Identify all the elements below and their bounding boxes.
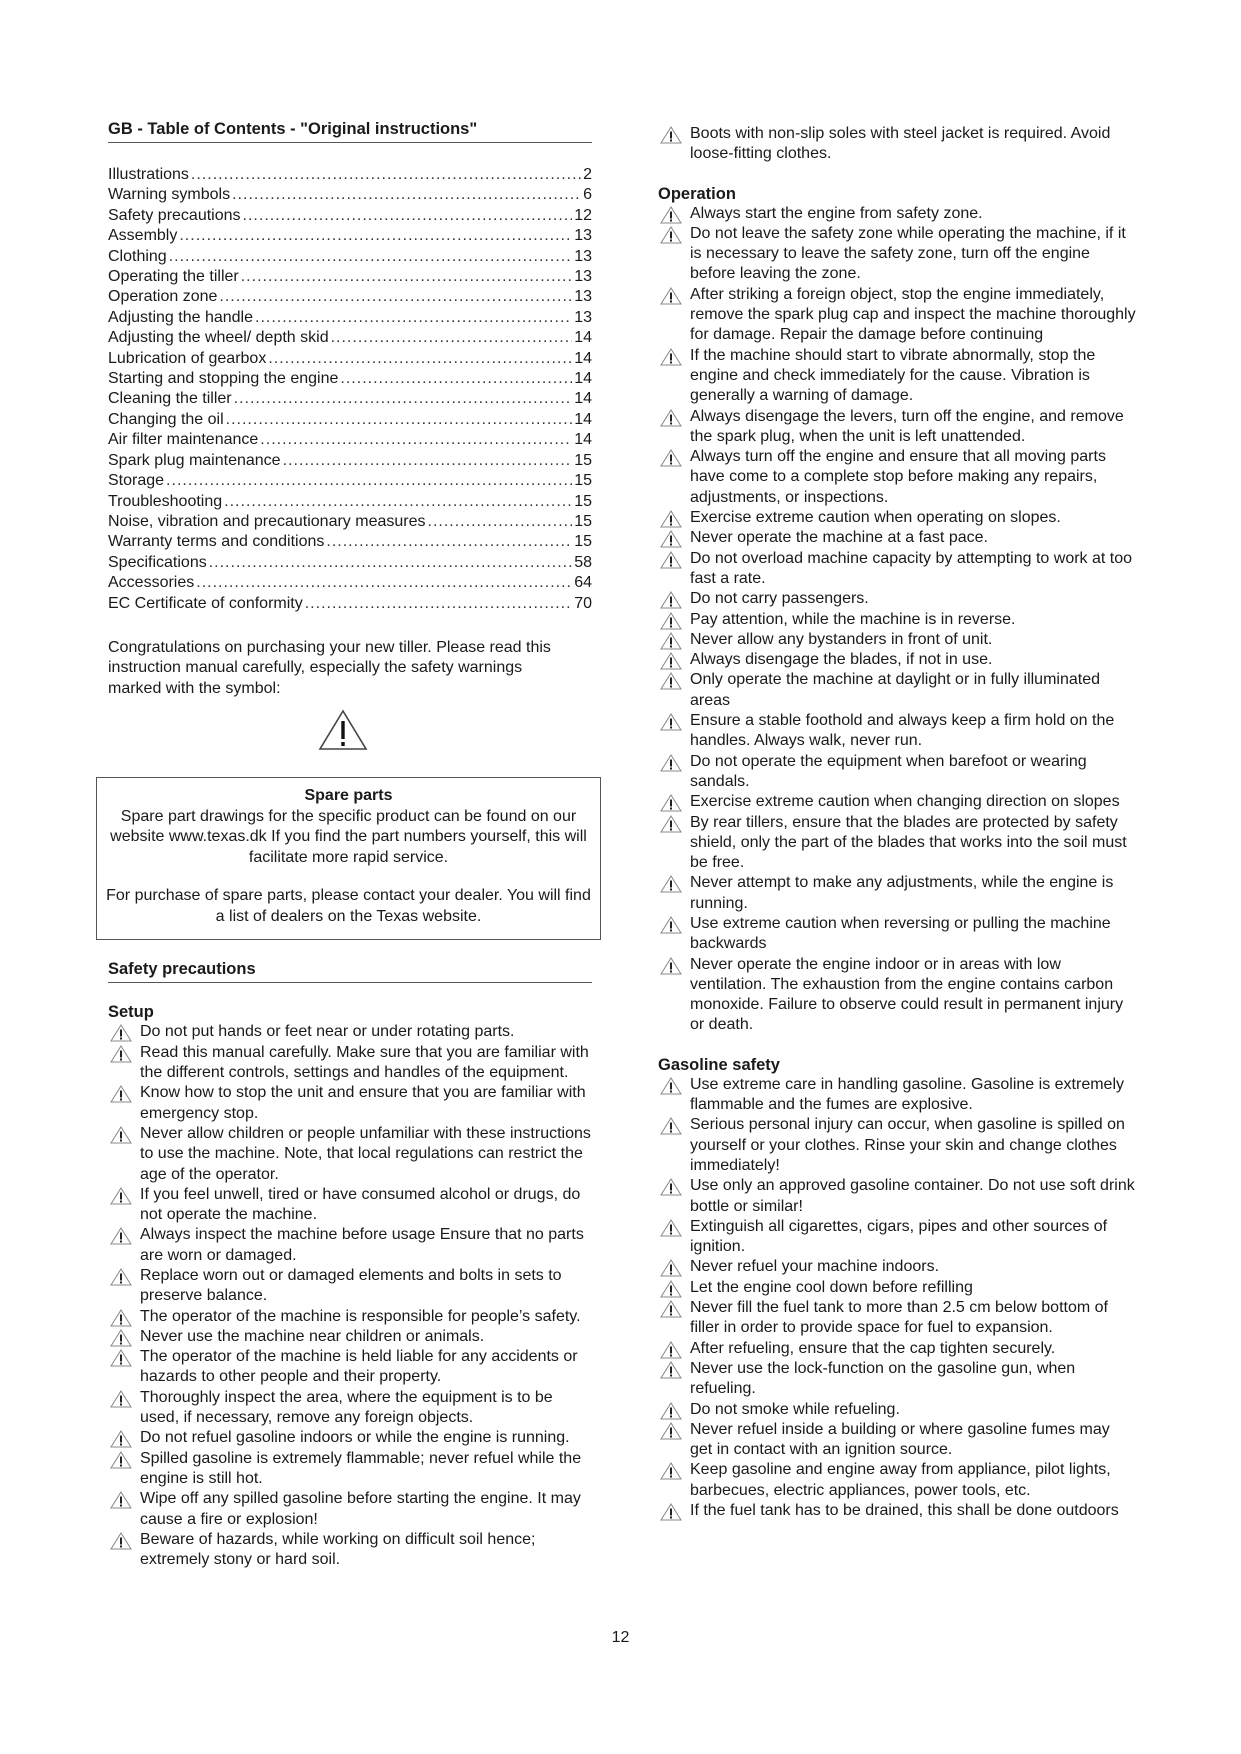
warning-item	[108, 1428, 592, 1448]
toc-entry-title: Warning symbols	[108, 186, 231, 204]
table-of-contents	[108, 165, 592, 614]
warning-item-text: Do not put hands or feet near or under rotating parts.	[140, 1023, 515, 1041]
safety-precautions-heading: Safety precautions	[108, 960, 592, 983]
warning-item-text: Exercise extreme caution when operating on slopes.	[690, 509, 1061, 527]
left-column	[108, 120, 592, 1570]
warning-triangle-icon	[660, 672, 682, 690]
warning-item	[658, 124, 1136, 165]
toc-leader-dots	[340, 369, 572, 389]
warning-item	[658, 508, 1136, 528]
warning-triangle-icon	[110, 1349, 132, 1367]
toc-entry	[108, 594, 592, 614]
toc-entry-page: 13	[574, 247, 592, 265]
toc-entry	[108, 471, 592, 491]
toc-entry-title: Lubrication of gearbox	[108, 349, 267, 367]
toc-entry-page: 14	[574, 349, 592, 367]
warning-item-text: Do not refuel gasoline indoors or while the engine is running.	[140, 1429, 570, 1447]
toc-entry	[108, 430, 592, 450]
warning-triangle-icon	[660, 1402, 682, 1420]
warning-item-text: Always disengage the levers, turn off the engine, and remove the spark plug, when the unit is left unattended.	[690, 407, 1124, 445]
toc-entry	[108, 410, 592, 430]
toc-entry-title: Clothing	[108, 247, 167, 265]
warning-triangle-icon	[660, 551, 682, 569]
toc-entry-title: Troubleshooting	[108, 492, 223, 510]
toc-entry-page: 13	[574, 308, 592, 326]
warning-item-text: Use only an approved gasoline container. Do not use soft drink bottle or similar!	[690, 1177, 1135, 1215]
warning-triangle-icon	[660, 815, 682, 833]
toc-entry-title: EC Certificate of conformity	[108, 594, 303, 612]
warning-triangle-icon	[660, 713, 682, 731]
spare-parts-text-1: Spare part drawings for the specific product can be found on our website www.texas.dk If you find the part numbers yourself, this will facilitate more rapid service.	[110, 807, 587, 866]
toc-entry-title: Starting and stopping the engine	[108, 370, 339, 388]
toc-entry	[108, 573, 592, 593]
toc-entry-title: Specifications	[108, 553, 207, 571]
toc-leader-dots	[169, 247, 573, 267]
warning-triangle-icon	[110, 1329, 132, 1347]
toc-entry	[108, 451, 592, 471]
warning-item	[108, 1489, 592, 1530]
page-number: 12	[611, 1629, 630, 1646]
warning-triangle-icon	[110, 1024, 132, 1042]
toc-leader-dots	[219, 287, 572, 307]
warning-item	[658, 1176, 1136, 1217]
warning-item-text: Thoroughly inspect the area, where the equipment is to be used, if necessary, remove any foreign objects.	[140, 1388, 553, 1427]
operation-warning-list	[658, 204, 1136, 1036]
warning-item	[108, 1124, 592, 1185]
warning-item	[658, 1400, 1136, 1420]
warning-triangle-icon	[660, 612, 682, 630]
warning-item	[658, 285, 1136, 346]
warning-item	[658, 528, 1136, 548]
toc-leader-dots	[226, 410, 573, 430]
toc-entry-page: 12	[574, 206, 592, 224]
warning-item-text: After refueling, ensure that the cap tighten securely.	[690, 1339, 1056, 1357]
warning-triangle-icon	[110, 1126, 132, 1144]
toc-entry	[108, 369, 592, 389]
warning-item	[108, 1022, 592, 1042]
toc-entry	[108, 349, 592, 369]
warning-triangle-icon	[660, 632, 682, 650]
warning-item	[108, 1388, 592, 1429]
warning-item-text: Let the engine cool down before refilling	[690, 1278, 973, 1296]
warning-item-text: Always turn off the engine and ensure that all moving parts have come to a complete stop before making any repairs, adjustments, or inspections.	[690, 448, 1106, 506]
warning-triangle-icon	[660, 1300, 682, 1318]
toc-entry	[108, 287, 592, 307]
toc-entry-title: Storage	[108, 472, 165, 490]
warning-item	[658, 1075, 1136, 1116]
warning-item-text: Replace worn out or damaged elements and bolts in sets to preserve balance.	[140, 1267, 562, 1305]
warning-triangle-icon	[110, 1268, 132, 1286]
toc-entry-page: 70	[574, 594, 592, 612]
toc-entry-title: Warranty terms and conditions	[108, 533, 325, 551]
warning-triangle-icon	[660, 226, 682, 244]
warning-item	[658, 346, 1136, 407]
warning-triangle-icon	[110, 1491, 132, 1509]
warning-triangle-icon	[660, 530, 682, 548]
warning-item-text: Use extreme care in handling gasoline. Gasoline is extremely flammable and the fumes are explosive.	[690, 1075, 1124, 1114]
warning-item-text: Always inspect the machine before usage Ensure that no parts are worn or damaged.	[140, 1226, 584, 1264]
warning-triangle-icon	[660, 1361, 682, 1379]
toc-entry-title: Changing the oil	[108, 410, 224, 428]
toc-entry	[108, 512, 592, 532]
warning-item	[108, 1327, 592, 1347]
toc-entry	[108, 553, 592, 573]
toc-entry-page: 14	[574, 431, 592, 449]
warning-item	[658, 610, 1136, 630]
gasoline-warning-list	[658, 1075, 1136, 1522]
toc-leader-dots	[241, 267, 572, 287]
warning-item	[658, 1257, 1136, 1277]
intro-paragraph: Congratulations on purchasing your new tiller. Please read this instruction manual carefully, especially the safety warnings marked with the symbol:	[108, 638, 551, 697]
warning-item-text: Always disengage the blades, if not in use.	[690, 651, 993, 669]
toc-entry-page: 6	[583, 186, 592, 204]
toc-leader-dots	[166, 471, 572, 491]
warning-item	[658, 1115, 1136, 1176]
toc-leader-dots	[224, 492, 572, 512]
warning-item-text: Do not overload machine capacity by attempting to work at too fast a rate.	[690, 549, 1133, 587]
toc-leader-dots	[191, 165, 581, 185]
toc-entry-title: Illustrations	[108, 166, 189, 183]
warning-item-text: If you feel unwell, tired or have consumed alcohol or drugs, do not operate the machine.	[140, 1185, 581, 1224]
warning-triangle-icon	[110, 1085, 132, 1103]
warning-item	[658, 670, 1136, 711]
warning-item-text: Never use the machine near children or animals.	[140, 1327, 485, 1345]
warning-item	[658, 813, 1136, 874]
toc-entry-title: Operating the tiller	[108, 268, 239, 286]
toc-entry	[108, 247, 592, 267]
warning-triangle-icon	[660, 126, 682, 144]
warning-item	[108, 1043, 592, 1084]
toc-entry	[108, 492, 592, 512]
warning-item-text: Do not smoke while refueling.	[690, 1400, 900, 1418]
warning-triangle-icon	[660, 348, 682, 366]
warning-triangle-icon	[660, 1259, 682, 1277]
warning-triangle-icon	[660, 591, 682, 609]
setup-heading: Setup	[108, 1003, 154, 1022]
toc-entry-title: Safety precautions	[108, 206, 241, 224]
warning-triangle-icon	[660, 1280, 682, 1298]
warning-triangle-icon	[660, 916, 682, 934]
warning-triangle-icon	[660, 652, 682, 670]
toc-heading: GB - Table of Contents - "Original instructions"	[108, 120, 592, 143]
toc-leader-dots	[232, 185, 581, 205]
warning-item-text: Never allow any bystanders in front of unit.	[690, 630, 993, 648]
warning-triangle-icon	[660, 510, 682, 528]
warning-item-text: Never refuel inside a building or where gasoline fumes may get in contact with an ignition source.	[690, 1420, 1110, 1459]
warning-triangle-icon	[660, 875, 682, 893]
warning-triangle-icon	[660, 1462, 682, 1480]
toc-entry	[108, 389, 592, 409]
warning-item-text: After striking a foreign object, stop the engine immediately, remove the spark plug cap and inspect the machine thoroughly for damage. Repair the damage before continuing	[690, 285, 1136, 344]
toc-entry	[108, 532, 592, 552]
toc-leader-dots	[179, 226, 572, 246]
toc-entry	[108, 185, 592, 205]
warning-item	[658, 752, 1136, 793]
toc-entry-title: Adjusting the wheel/ depth skid	[108, 329, 329, 347]
toc-entry-page: 14	[574, 370, 592, 388]
spare-parts-text-2: For purchase of spare parts, please contact your dealer. You will find a list of dealers on the Texas website.	[106, 887, 591, 925]
warning-item	[658, 1460, 1136, 1501]
setup-warning-list	[108, 1022, 592, 1570]
warning-item	[108, 1530, 592, 1571]
warning-triangle-icon	[110, 1045, 132, 1063]
warning-item	[108, 1185, 592, 1226]
warning-triangle-icon	[660, 287, 682, 305]
warning-item	[658, 955, 1136, 1036]
toc-entry-title: Cleaning the tiller	[108, 390, 232, 408]
toc-entry-page: 64	[574, 574, 592, 592]
warning-item-text: Always start the engine from safety zone.	[690, 204, 983, 222]
warning-triangle-icon	[660, 1178, 682, 1196]
toc-entry-title: Assembly	[108, 227, 178, 245]
warning-item-text: Wipe off any spilled gasoline before starting the engine. It may cause a fire or explosion!	[140, 1490, 581, 1528]
warning-item-text: Never use the lock-function on the gasoline gun, when refueling.	[690, 1359, 1076, 1398]
warning-item	[658, 914, 1136, 955]
warning-item	[108, 1347, 592, 1388]
toc-entry-title: Adjusting the handle	[108, 308, 253, 326]
warning-triangle-icon	[660, 794, 682, 812]
warning-item-text: Never refuel your machine indoors.	[690, 1258, 940, 1276]
warning-item-text: If the fuel tank has to be drained, this shall be done outdoors	[690, 1502, 1119, 1519]
operation-heading: Operation	[658, 184, 736, 203]
toc-entry-title: Spark plug maintenance	[108, 451, 281, 469]
warning-triangle-icon	[110, 1227, 132, 1245]
warning-item	[658, 630, 1136, 650]
warning-item-text: Pay attention, while the machine is in reverse.	[690, 610, 1016, 628]
right-column	[658, 124, 1136, 1521]
warning-item	[658, 1217, 1136, 1258]
warning-item-text: Never allow children or people unfamiliar with these instructions to use the machine. Note, that local regulations can restrict the age of the operator.	[140, 1124, 591, 1183]
toc-leader-dots	[428, 512, 573, 532]
warning-item-text: Only operate the machine at daylight or in fully illuminated areas	[690, 671, 1100, 709]
warning-item	[658, 447, 1136, 508]
warning-item-text: Never fill the fuel tank to more than 2.5 cm below bottom of filler in order to provide space for fuel to expansion.	[690, 1299, 1108, 1337]
warning-item-text: By rear tillers, ensure that the blades are protected by safety shield, only the part of the blades that works into the soil must be free.	[690, 813, 1127, 872]
toc-entry-title: Accessories	[108, 574, 195, 592]
warning-triangle-icon	[660, 1503, 682, 1521]
spare-parts-box	[96, 777, 601, 940]
toc-leader-dots	[268, 349, 572, 369]
warning-item	[108, 1449, 592, 1490]
warning-item-text: Never attempt to make any adjustments, while the engine is running.	[690, 874, 1114, 912]
toc-entry	[108, 226, 592, 246]
warning-item-text: Do not carry passengers.	[690, 590, 869, 608]
warning-item	[658, 204, 1136, 224]
warning-item-text: If the machine should start to vibrate abnormally, stop the engine and check immediately for the cause. Vibration is generally a warning of damage.	[690, 346, 1096, 405]
toc-entry-page: 13	[574, 268, 592, 286]
toc-entry-page: 14	[574, 329, 592, 347]
toc-leader-dots	[243, 206, 573, 226]
warning-item-text: The operator of the machine is held liable for any accidents or hazards to other people and their property.	[140, 1348, 578, 1386]
warning-item-text: Never operate the engine indoor or in areas with low ventilation. The exhaustion from the engine contains carbon monoxide. Failure to observe could result in permanent injury or death.	[690, 955, 1124, 1034]
warning-item-text: Serious personal injury can occur, when gasoline is spilled on yourself or your clothes. Rinse your skin and change clothes immediately!	[690, 1116, 1125, 1174]
toc-entry	[108, 328, 592, 348]
warning-item	[658, 1339, 1136, 1359]
toc-entry-page: 15	[574, 512, 592, 530]
spare-parts-title: Spare parts	[304, 787, 393, 805]
toc-entry-page: 15	[574, 492, 592, 510]
warning-item-text: Beware of hazards, while working on difficult soil hence; extremely stony or hard soil.	[140, 1530, 536, 1569]
warning-item-text: The operator of the machine is responsible for people’s safety.	[140, 1307, 581, 1325]
warning-triangle-icon	[660, 754, 682, 772]
toc-entry	[108, 206, 592, 226]
toc-entry-page: 14	[574, 410, 592, 428]
warning-triangle-icon	[110, 1187, 132, 1205]
warning-triangle-icon	[660, 1341, 682, 1359]
warning-triangle-icon	[660, 1117, 682, 1135]
warning-item	[658, 407, 1136, 448]
toc-leader-dots	[255, 308, 572, 328]
warning-triangle-icon	[110, 1309, 132, 1327]
toc-leader-dots	[209, 553, 572, 573]
warning-item	[658, 224, 1136, 285]
toc-entry	[108, 267, 592, 287]
warning-item-text: Read this manual carefully. Make sure that you are familiar with the different controls, settings and handles of the equipment.	[140, 1043, 589, 1082]
warning-item	[658, 549, 1136, 590]
toc-entry-page: 2	[583, 166, 592, 183]
warning-triangle-icon	[110, 1451, 132, 1469]
toc-leader-dots	[196, 573, 572, 593]
warning-item-text: Boots with non-slip soles with steel jacket is required. Avoid loose-fitting clothes.	[690, 125, 1111, 163]
warning-triangle-icon	[318, 709, 368, 751]
warning-item	[658, 1359, 1136, 1400]
toc-entry-page: 13	[574, 288, 592, 306]
warning-item	[108, 1083, 592, 1124]
warning-item	[108, 1266, 592, 1307]
toc-entry	[108, 165, 592, 185]
warning-item	[658, 792, 1136, 812]
warning-item	[658, 1298, 1136, 1339]
warning-item-text: Keep gasoline and engine away from appliance, pilot lights, barbecues, electric appliances, power tools, etc.	[690, 1461, 1111, 1499]
warning-triangle-icon	[110, 1390, 132, 1408]
toc-leader-dots	[260, 430, 572, 450]
warning-triangle-icon	[660, 409, 682, 427]
warning-item-text: Do not leave the safety zone while operating the machine, if it is necessary to leave the safety zone, turn off the engine before leaving the zone.	[690, 224, 1126, 283]
warning-item	[108, 1307, 592, 1327]
warning-item	[658, 650, 1136, 670]
toc-entry-title: Noise, vibration and precautionary measures	[108, 512, 426, 530]
toc-entry-page: 15	[574, 533, 592, 551]
warning-triangle-icon	[110, 1532, 132, 1550]
toc-leader-dots	[305, 594, 572, 614]
toc-leader-dots	[234, 389, 573, 409]
warning-triangle-icon	[660, 449, 682, 467]
toc-entry	[108, 308, 592, 328]
warning-item-text: Know how to stop the unit and ensure that you are familiar with emergency stop.	[140, 1084, 586, 1122]
warning-item	[658, 711, 1136, 752]
warning-item-text: Do not operate the equipment when barefoot or wearing sandals.	[690, 752, 1087, 790]
warning-triangle-icon	[660, 957, 682, 975]
warning-item-text: Ensure a stable foothold and always keep a firm hold on the handles. Always walk, never run.	[690, 712, 1115, 750]
toc-entry-title: Operation zone	[108, 288, 218, 306]
toc-leader-dots	[331, 328, 573, 348]
toc-entry-page: 15	[574, 472, 592, 490]
warning-item	[658, 1501, 1136, 1521]
clothing-warning-list	[658, 124, 1136, 165]
warning-item-text: Spilled gasoline is extremely flammable; never refuel while the engine is still hot.	[140, 1449, 582, 1487]
toc-entry-title: Air filter maintenance	[108, 431, 259, 449]
warning-item-text: Never operate the machine at a fast pace.	[690, 529, 988, 547]
toc-leader-dots	[326, 532, 572, 552]
warning-item	[658, 873, 1136, 914]
toc-entry-page: 15	[574, 451, 592, 469]
warning-item	[108, 1225, 592, 1266]
gasoline-safety-heading: Gasoline safety	[658, 1055, 780, 1074]
warning-item	[658, 589, 1136, 609]
toc-leader-dots	[283, 451, 573, 471]
warning-triangle-icon	[660, 1422, 682, 1440]
warning-item-text: Use extreme caution when reversing or pulling the machine backwards	[690, 914, 1111, 953]
warning-item	[658, 1420, 1136, 1461]
toc-entry-page: 14	[574, 390, 592, 408]
warning-item-text: Exercise extreme caution when changing direction on slopes	[690, 793, 1120, 811]
toc-entry-page: 58	[574, 553, 592, 571]
warning-item-text: Extinguish all cigarettes, cigars, pipes and other sources of ignition.	[690, 1217, 1108, 1256]
warning-triangle-icon	[660, 1077, 682, 1095]
warning-item	[658, 1278, 1136, 1298]
warning-triangle-icon	[110, 1430, 132, 1448]
warning-triangle-icon	[660, 1219, 682, 1237]
warning-triangle-icon	[660, 206, 682, 224]
toc-entry-page: 13	[574, 227, 592, 245]
